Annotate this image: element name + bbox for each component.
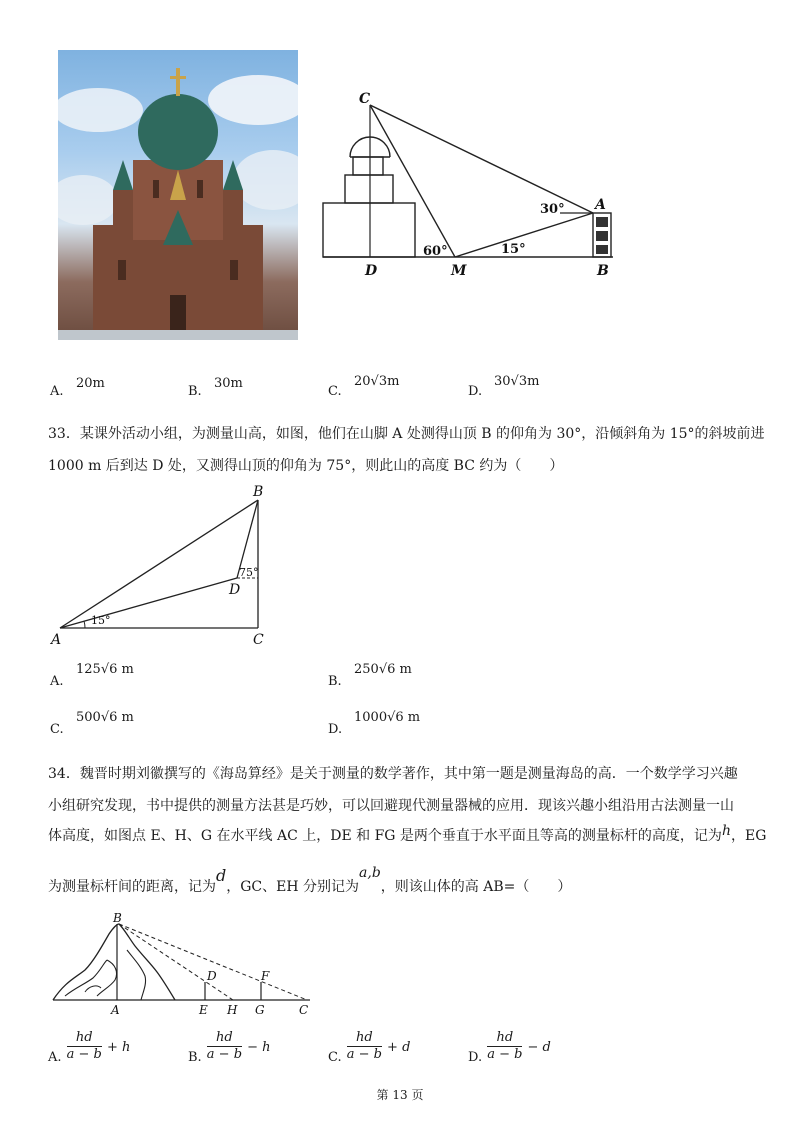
q34-var-ab: a,b: [359, 865, 381, 881]
q33-line-1: 33．某课外活动小组，为测量山高，如图，他们在山脚 A 处测得山顶 B 的仰角为 30°，沿倾斜角为 15°的斜坡前进: [48, 426, 765, 442]
figure-mountain-slope: [45, 482, 285, 652]
q34-option-d: $_{D.}$ $\frac{hd}{a - b}$ − d: [468, 1030, 551, 1065]
label-F: F: [261, 969, 270, 983]
q33-option-a-value: 125√6 m: [76, 662, 134, 677]
q34-line-3b: ，EG: [730, 828, 767, 844]
q34-var-d: d: [216, 866, 227, 885]
q33-option-b-value: 250√6 m: [354, 662, 412, 677]
q32-option-c-label: C.: [328, 384, 342, 399]
q34-line-3a: 体高度，如图点 E、H、G 在水平线 AC 上，DE 和 FG 是两个垂直于水平面且等高的测量标杆的高度，记为: [48, 828, 722, 844]
q32-option-a-value: 20m: [76, 376, 105, 391]
q34-option-b: $_{B.}$ $\frac{hd}{a - b}$ − h: [188, 1030, 271, 1065]
label-M: M: [451, 263, 467, 279]
label-D: D: [229, 582, 241, 598]
q32-option-b-value: 30m: [214, 376, 243, 391]
q34-options: [48, 1030, 768, 1070]
label-H: H: [227, 1003, 238, 1017]
q34-line-2: 小组研究发现，书中提供的测量方法甚是巧妙，可以回避现代测量器械的应用．现该兴趣小组沿用古法测量一山: [48, 798, 734, 814]
q32-option-b-label: B.: [188, 384, 202, 399]
q33-option-b-label: B.: [328, 674, 342, 689]
q34-option-a: $_{A.}$ $\frac{hd}{a - b}$ + h: [48, 1030, 131, 1065]
q33-option-a-label: A.: [50, 674, 64, 689]
label-A: A: [111, 1003, 120, 1017]
label-A: A: [51, 632, 62, 648]
label-D: D: [207, 969, 217, 983]
figure-tower-angles: [315, 85, 625, 285]
q33-option-c-label: C.: [50, 722, 64, 737]
angle-75: 75°: [239, 566, 259, 579]
q34-line-3: [48, 823, 788, 846]
q32-option-a-label: A.: [50, 384, 64, 399]
label-G: G: [255, 1003, 265, 1017]
label-C: C: [253, 632, 264, 648]
q33-option-c-value: 500√6 m: [76, 710, 134, 725]
q32-option-c-value: 20√3m: [354, 374, 400, 389]
label-B: B: [597, 263, 609, 279]
label-D: D: [365, 263, 378, 279]
q34-line-4b: ，GC、EH 分别记为: [226, 879, 360, 895]
q34-line-4: [48, 865, 768, 897]
q34-line-4c: ，则该山体的高 AB=（ ）: [380, 879, 572, 895]
q33-line-2: 1000 m 后到达 D 处，又测得山顶的仰角为 75°，则此山的高度 BC 约为（ ）: [48, 458, 564, 474]
q34-var-h: h: [721, 823, 731, 839]
label-B: B: [253, 484, 264, 500]
cathedral-photo: [58, 50, 298, 340]
q32-option-d-value: 30√3m: [494, 374, 540, 389]
q33-option-d-value: 1000√6 m: [354, 710, 421, 725]
label-B: B: [113, 912, 122, 925]
angle-15: 15°: [91, 614, 111, 627]
label-C: C: [359, 91, 371, 107]
angle-30: 30°: [540, 202, 565, 217]
q34-line-1: 34．魏晋时期刘徽撰写的《海岛算经》是关于测量的数学著作，其中第一题是测量海岛的高．一个数学学习兴趣: [48, 766, 738, 782]
q33-option-d-label: D.: [328, 722, 343, 737]
angle-60: 60°: [423, 244, 448, 259]
figure-island-mountain: [45, 912, 345, 1022]
q34-line-4a: 为测量标杆间的距离，记为: [48, 879, 216, 895]
angle-15: 15°: [501, 242, 526, 257]
page-number: 第 13 页: [376, 1088, 424, 1102]
label-A: A: [595, 197, 606, 213]
label-C: C: [299, 1003, 309, 1017]
label-E: E: [199, 1003, 208, 1017]
q34-option-c: $_{C.}$ $\frac{hd}{a - b}$ + d: [328, 1030, 411, 1065]
q32-option-d-label: D.: [468, 384, 483, 399]
